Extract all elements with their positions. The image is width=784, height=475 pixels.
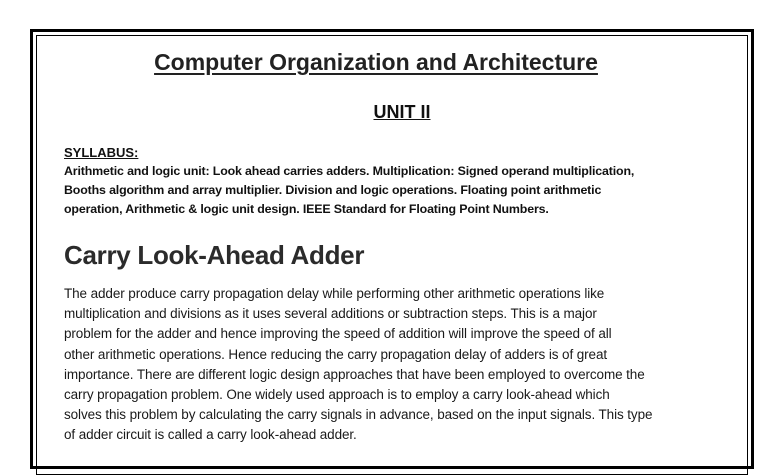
paragraph-line: multiplication and divisions as it uses several additions or subtraction steps. This is a major xyxy=(64,306,597,322)
page-content xyxy=(64,48,744,443)
syllabus-heading: SYLLABUS: xyxy=(64,145,139,160)
paragraph-line: carry propagation problem. One widely used approach is to employ a carry look-ahead which xyxy=(64,387,610,403)
document-title: Computer Organization and Architecture xyxy=(154,49,598,75)
syllabus-line: Booths algorithm and array multiplier. Division and logic operations. Floating point arithmetic xyxy=(64,183,602,197)
paragraph-line: solves this problem by calculating the carry signals in advance, based on the input signals. This type xyxy=(64,407,653,423)
section-paragraph xyxy=(64,284,744,446)
syllabus-line: Arithmetic and logic unit: Look ahead carries adders. Multiplication: Signed operand multiplication, xyxy=(64,164,635,178)
section-heading: Carry Look-Ahead Adder xyxy=(64,240,365,270)
paragraph-line: other arithmetic operations. Hence reducing the carry propagation delay of adders is of great xyxy=(64,346,608,362)
paragraph-line: of adder circuit is called a carry look-ahead adder. xyxy=(64,427,357,443)
paragraph-line: importance. There are different logic design approaches that have been employed to overcome the xyxy=(64,366,645,382)
syllabus-text xyxy=(64,162,740,219)
paragraph-line: problem for the adder and hence improving the speed of addition will improve the speed of all xyxy=(64,326,612,342)
paragraph-line: The adder produce carry propagation delay while performing other arithmetic operations like xyxy=(64,286,605,301)
unit-title: UNIT II xyxy=(373,102,431,122)
syllabus-block xyxy=(64,144,740,219)
syllabus-line: operation, Arithmetic & logic unit design. IEEE Standard for Floating Point Numbers. xyxy=(64,202,549,216)
